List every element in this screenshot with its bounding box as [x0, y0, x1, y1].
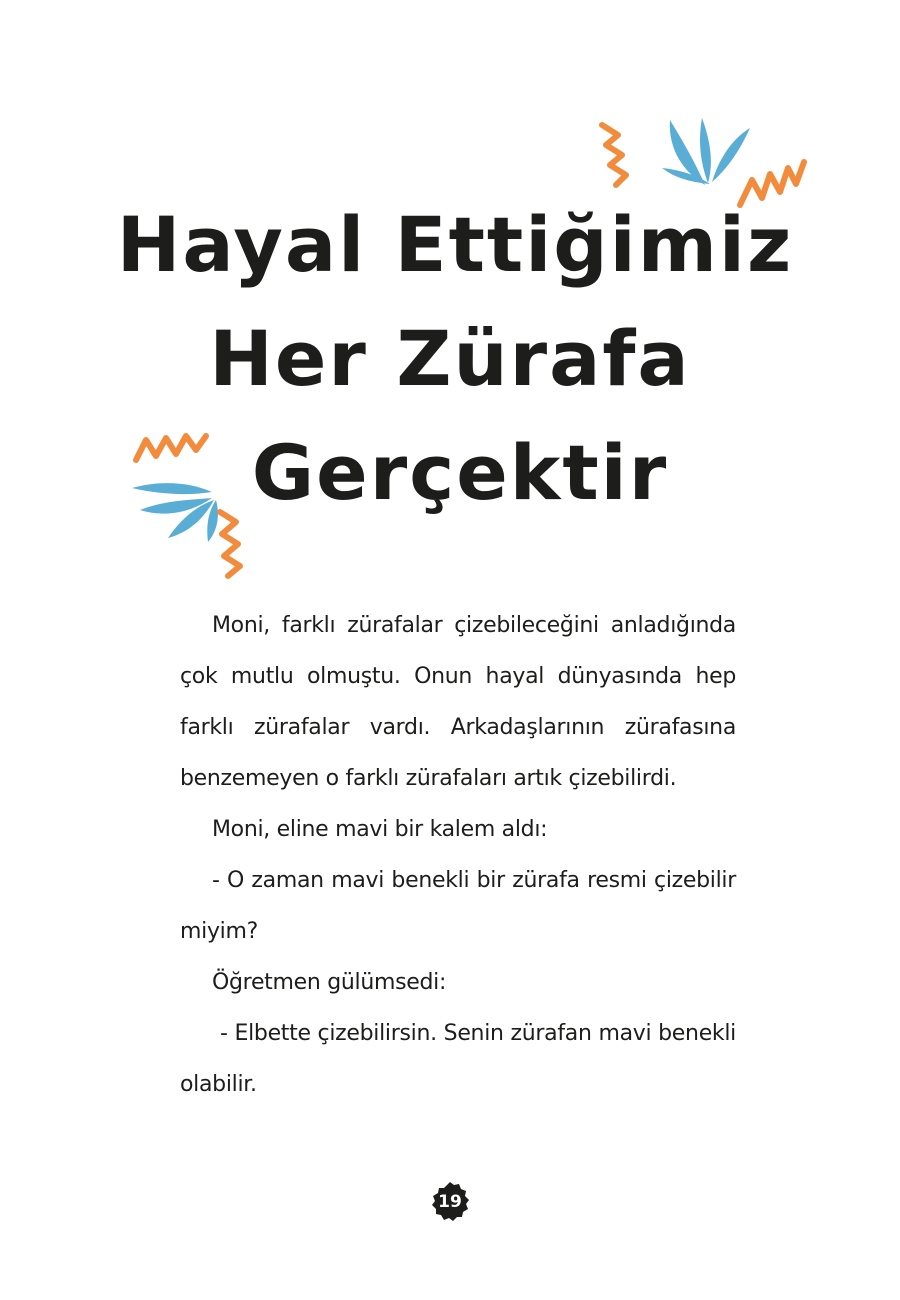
title-line-2: Her Zürafa: [209, 314, 691, 403]
page-number: 19: [438, 1192, 462, 1212]
page-number-badge: [428, 1180, 472, 1224]
chapter-title: [0, 188, 900, 530]
paragraph: - O zaman mavi benekli bir zürafa resmi çizebilir miyim?: [180, 868, 736, 944]
paragraph: Öğretmen gülümsedi:: [212, 970, 447, 995]
title-line-1: Hayal Ettiğimiz: [116, 200, 794, 289]
paragraph: - Elbette çizebilirsin. Senin zürafan mavi benekli olabilir.: [180, 1021, 736, 1097]
paragraph: Moni, eline mavi bir kalem aldı:: [212, 817, 548, 842]
story-body: [180, 600, 736, 1110]
title-line-3: Gerçektir: [251, 428, 669, 517]
paragraph: Moni, farklı zürafalar çizebileceğini anladığında çok mutlu olmuştu. Onun hayal dünyasında hep farklı zürafalar vardı. Arkadaşlarının zürafasına benzemeyen o farklı zürafaları artık çizebilirdi.: [180, 613, 736, 791]
